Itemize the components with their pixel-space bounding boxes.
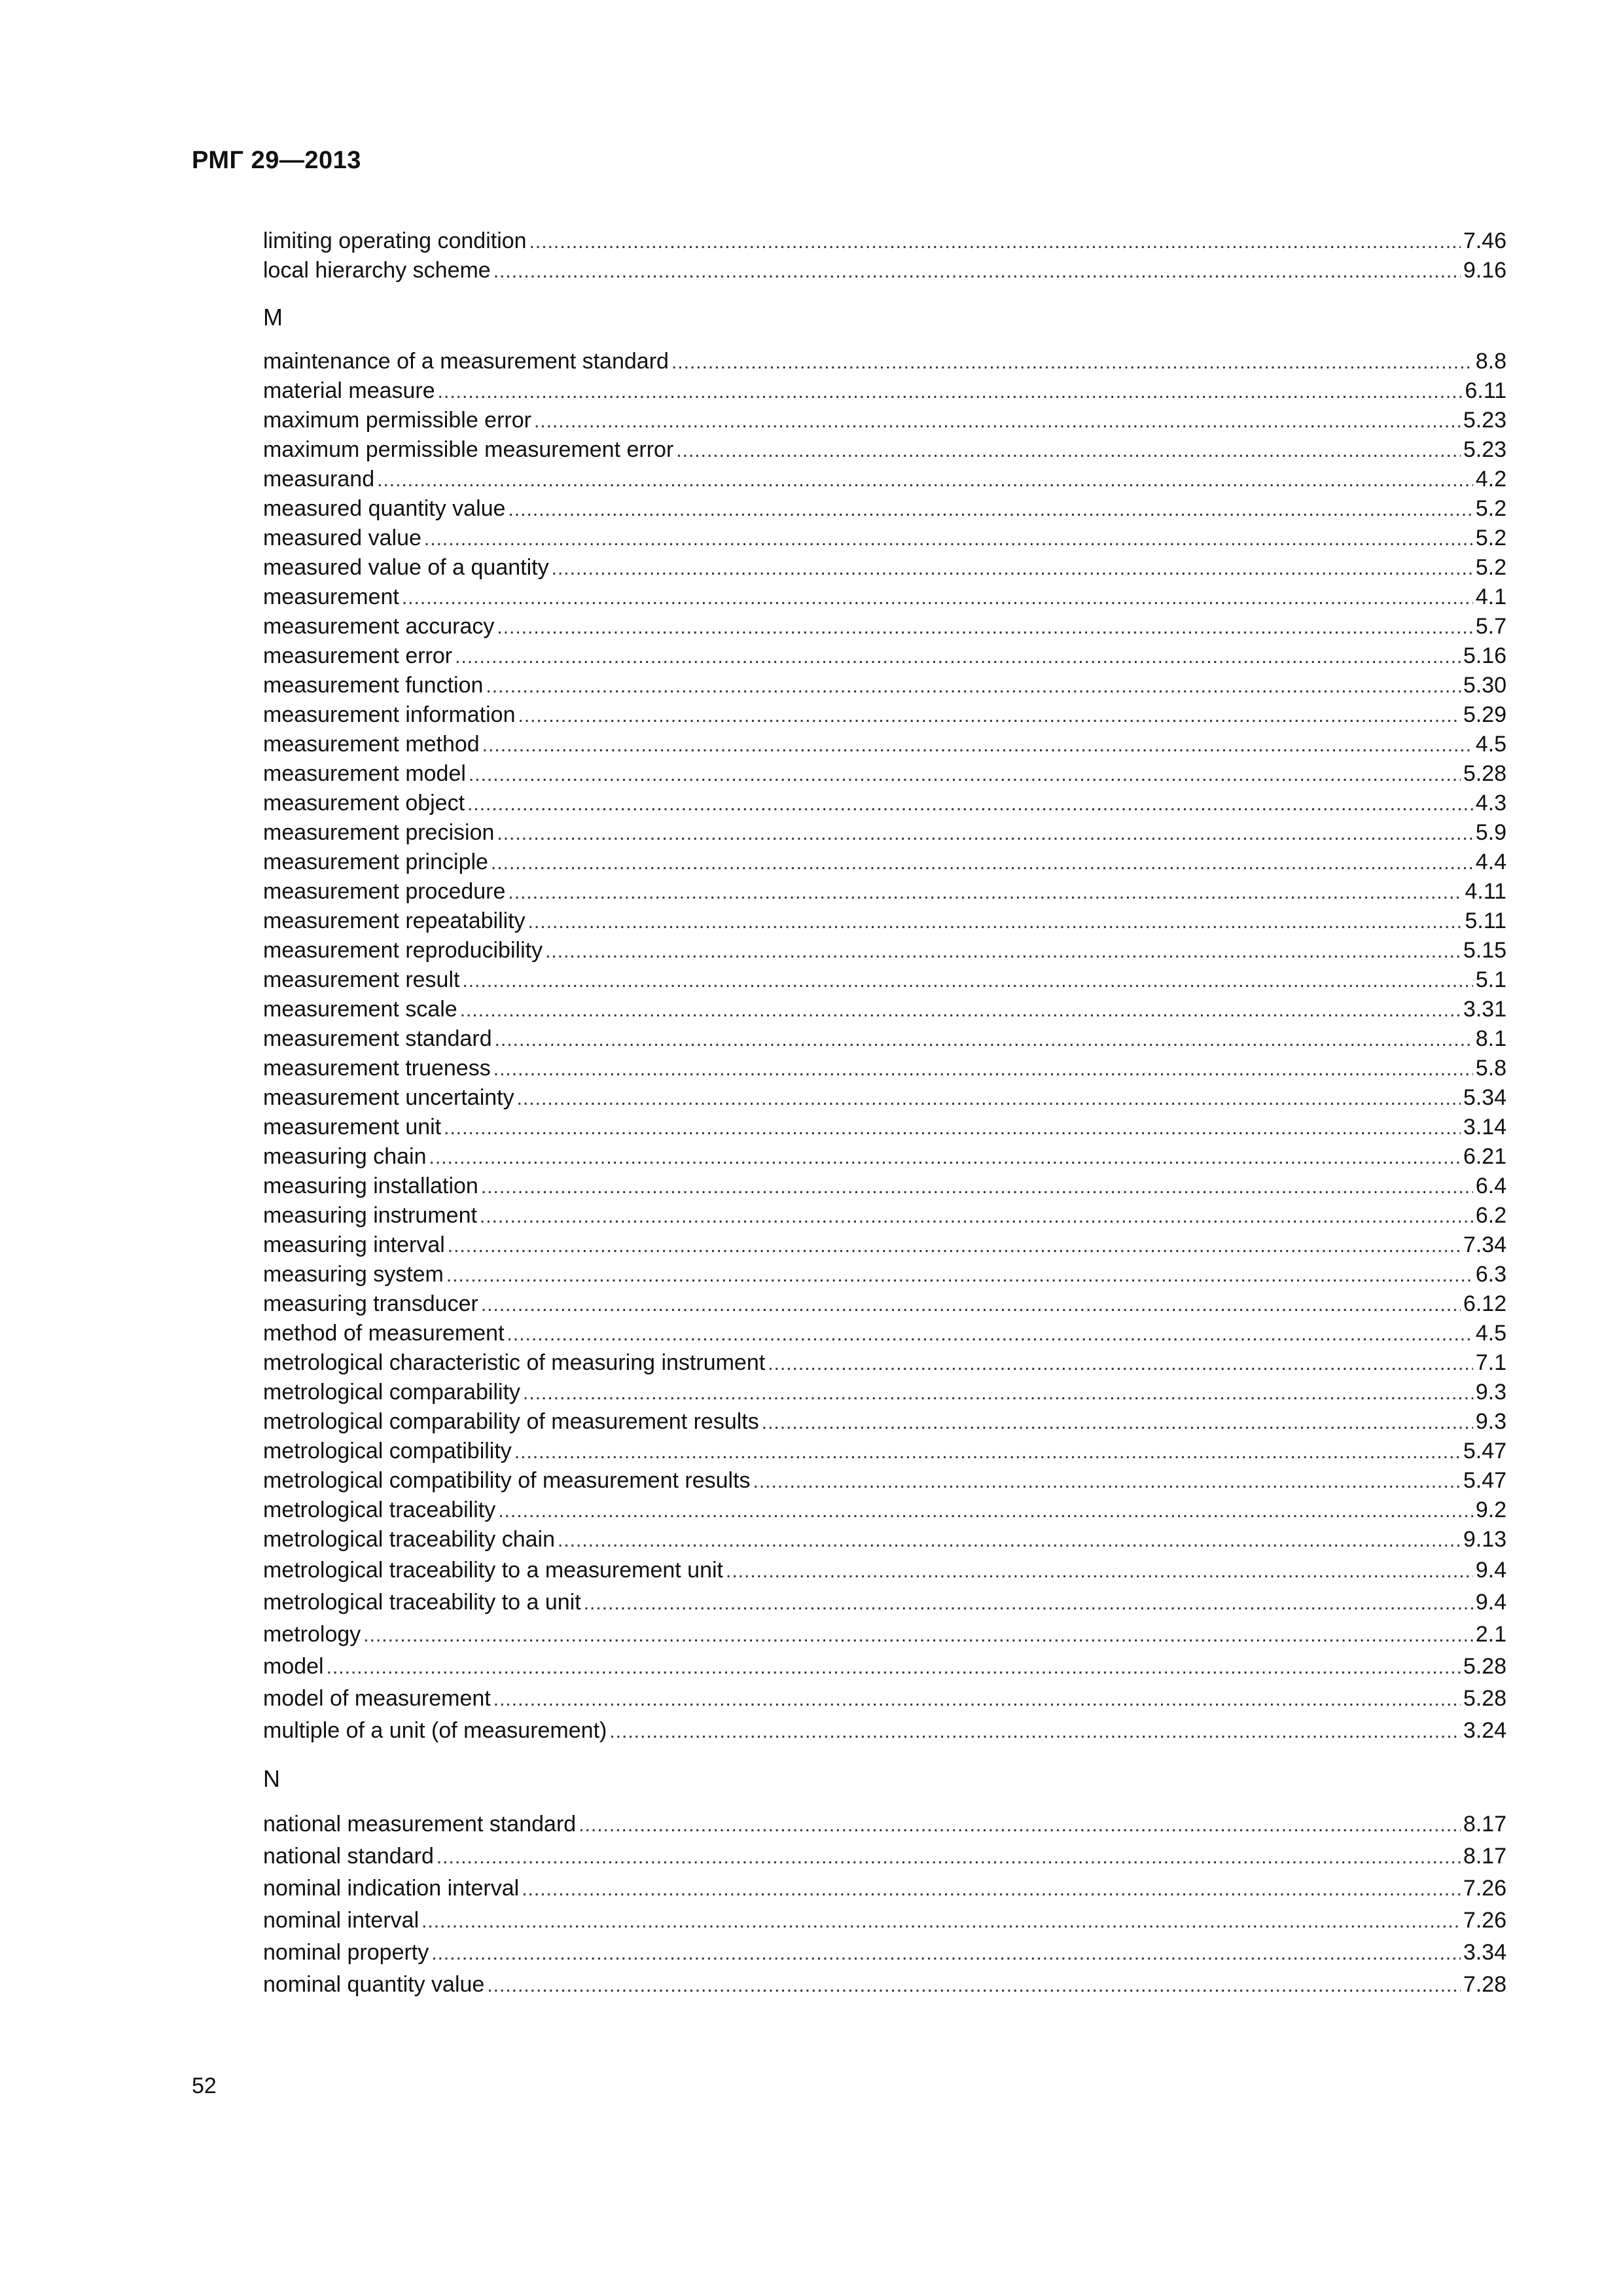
dot-leader <box>768 1349 1473 1378</box>
dot-leader <box>579 1809 1461 1841</box>
index-entry <box>263 671 1507 700</box>
index-reference-number: 7.26 <box>1463 1908 1507 1933</box>
index-entry <box>263 226 1507 256</box>
index-entry <box>263 465 1507 494</box>
index-term: measurement function <box>263 673 484 698</box>
dot-leader <box>497 613 1472 642</box>
index-reference-number: 3.34 <box>1463 1940 1507 1965</box>
dot-leader <box>753 1467 1461 1496</box>
dot-leader <box>462 966 1472 996</box>
index-term: measurement trueness <box>263 1056 491 1081</box>
index-reference-number: 5.1 <box>1475 967 1507 992</box>
dot-leader <box>523 1378 1473 1408</box>
index-entry <box>263 256 1507 285</box>
index-entry <box>263 936 1507 965</box>
index-term: metrological traceability to a measurement unit <box>263 1558 723 1583</box>
dot-leader <box>437 1841 1461 1873</box>
index-entry <box>263 1289 1507 1319</box>
index-reference-number: 5.30 <box>1463 673 1507 698</box>
dot-leader <box>493 1683 1461 1715</box>
dot-leader <box>467 789 1473 819</box>
dot-leader <box>446 1261 1473 1290</box>
index-reference-number: 4.3 <box>1475 791 1507 816</box>
dot-leader <box>517 1084 1461 1113</box>
index-entry <box>263 1808 1507 1840</box>
index-term: measuring instrument <box>263 1203 477 1228</box>
dot-leader <box>438 377 1463 406</box>
index-reference-number: 5.9 <box>1475 820 1507 845</box>
index-term: nominal quantity value <box>263 1972 485 1997</box>
dot-leader <box>609 1715 1460 1748</box>
index-term: model <box>263 1654 324 1679</box>
index-term: metrological comparability of measurement results <box>263 1409 759 1434</box>
term-index <box>263 226 1507 2001</box>
index-reference-number: 5.23 <box>1463 408 1507 433</box>
dot-leader <box>514 1437 1461 1467</box>
index-term: local hierarchy scheme <box>263 258 491 283</box>
index-term: measured quantity value <box>263 496 506 521</box>
index-entry <box>263 1230 1507 1260</box>
index-term: maximum permissible error <box>263 408 531 433</box>
index-term: measuring system <box>263 1262 444 1287</box>
index-entry <box>263 1683 1507 1715</box>
dot-leader <box>402 583 1473 613</box>
index-entry <box>263 1937 1507 1969</box>
dot-leader <box>460 996 1461 1025</box>
dot-leader <box>493 1054 1473 1084</box>
index-term: measurement principle <box>263 850 488 874</box>
index-reference-number: 4.5 <box>1475 732 1507 757</box>
index-reference-number: 9.3 <box>1475 1409 1507 1434</box>
index-term: measurement accuracy <box>263 614 495 639</box>
dot-leader <box>529 227 1461 257</box>
index-reference-number: 5.28 <box>1463 1686 1507 1711</box>
index-reference-number: 4.2 <box>1475 467 1507 492</box>
index-term: measurand <box>263 467 375 492</box>
index-reference-number: 9.2 <box>1475 1498 1507 1522</box>
index-entry <box>263 1083 1507 1113</box>
index-term: measured value of a quantity <box>263 555 549 580</box>
index-term: nominal indication interval <box>263 1876 520 1901</box>
dot-leader <box>528 907 1463 937</box>
dot-leader <box>508 495 1472 524</box>
index-entry <box>263 641 1507 671</box>
index-entry <box>263 995 1507 1024</box>
index-term: metrological traceability chain <box>263 1527 555 1552</box>
index-term: metrology <box>263 1622 361 1647</box>
index-term: measurement standard <box>263 1026 492 1051</box>
index-reference-number: 7.28 <box>1463 1972 1507 1997</box>
index-reference-number: 5.8 <box>1475 1056 1507 1081</box>
index-reference-number: 5.16 <box>1463 643 1507 668</box>
index-entry <box>263 1378 1507 1407</box>
index-term: measuring interval <box>263 1232 445 1257</box>
dot-leader <box>487 1969 1460 2001</box>
index-term: measuring installation <box>263 1174 478 1198</box>
index-entry <box>263 347 1507 376</box>
index-entry <box>263 612 1507 641</box>
index-entry <box>263 1651 1507 1683</box>
index-letter-heading: M <box>263 304 283 331</box>
dot-leader <box>518 701 1461 730</box>
index-entry <box>263 1113 1507 1142</box>
index-entry <box>263 406 1507 435</box>
dot-leader <box>377 465 1473 495</box>
document-header: РМГ 29—2013 <box>192 147 361 174</box>
index-reference-number: 5.34 <box>1463 1085 1507 1110</box>
dot-leader <box>498 1496 1472 1526</box>
index-term: measurement method <box>263 732 480 757</box>
index-entry <box>263 1905 1507 1937</box>
index-term: metrological traceability <box>263 1498 496 1522</box>
dot-leader <box>429 1143 1460 1172</box>
index-term: metrological compatibility of measurement results <box>263 1468 751 1493</box>
index-term: measuring transducer <box>263 1291 478 1316</box>
index-entry <box>263 1873 1507 1905</box>
dot-leader <box>482 730 1473 760</box>
index-entry <box>263 583 1507 612</box>
index-entry <box>263 1554 1507 1587</box>
dot-leader <box>552 554 1473 583</box>
index-reference-number: 5.47 <box>1463 1439 1507 1463</box>
index-letter-heading: N <box>263 1765 280 1792</box>
index-reference-number: 5.28 <box>1463 761 1507 786</box>
dot-leader <box>495 1025 1473 1054</box>
index-reference-number: 9.16 <box>1463 258 1507 283</box>
dot-leader <box>671 348 1473 377</box>
index-reference-number: 4.5 <box>1475 1321 1507 1346</box>
index-term: measured value <box>263 526 421 550</box>
dot-leader <box>486 672 1460 701</box>
index-term: maximum permissible measurement error <box>263 437 674 462</box>
index-term: measurement <box>263 584 399 609</box>
dot-leader <box>508 878 1462 907</box>
index-reference-number: 6.2 <box>1475 1203 1507 1228</box>
index-reference-number: 7.46 <box>1463 228 1507 253</box>
dot-leader <box>327 1651 1461 1683</box>
index-term: maintenance of a measurement standard <box>263 349 669 374</box>
dot-leader <box>491 848 1473 878</box>
index-reference-number: 9.4 <box>1475 1558 1507 1583</box>
index-reference-number: 5.15 <box>1463 938 1507 963</box>
dot-leader <box>545 937 1461 966</box>
index-reference-number: 5.11 <box>1465 908 1507 933</box>
index-reference-number: 5.23 <box>1463 437 1507 462</box>
index-reference-number: 7.34 <box>1463 1232 1507 1257</box>
dot-leader <box>444 1113 1461 1143</box>
index-reference-number: 6.21 <box>1463 1144 1507 1169</box>
dot-leader <box>481 1172 1473 1202</box>
dot-leader <box>480 1202 1473 1231</box>
index-reference-number: 3.31 <box>1463 997 1507 1022</box>
dot-leader <box>448 1231 1461 1261</box>
index-term: metrological traceability to a unit <box>263 1590 581 1615</box>
index-reference-number: 3.24 <box>1463 1718 1507 1743</box>
index-reference-number: 7.1 <box>1475 1350 1507 1375</box>
index-term: measurement error <box>263 643 453 668</box>
index-term: measurement information <box>263 702 516 727</box>
index-reference-number: 8.8 <box>1475 349 1507 374</box>
index-entry <box>263 1348 1507 1378</box>
dot-leader <box>481 1290 1461 1319</box>
index-entry <box>263 1437 1507 1466</box>
dot-leader <box>455 642 1461 672</box>
index-entry <box>263 1319 1507 1348</box>
index-entry <box>263 877 1507 906</box>
index-entry <box>263 789 1507 818</box>
index-reference-number: 5.7 <box>1475 614 1507 639</box>
index-term: measurement repeatability <box>263 908 526 933</box>
index-term: national measurement standard <box>263 1812 577 1837</box>
index-entry <box>263 494 1507 524</box>
dot-leader <box>726 1555 1473 1587</box>
index-term: measurement object <box>263 791 465 816</box>
index-entry <box>263 1496 1507 1525</box>
index-term: measurement scale <box>263 997 457 1022</box>
index-entry <box>263 848 1507 877</box>
index-reference-number: 6.4 <box>1475 1174 1507 1198</box>
index-term: measurement uncertainty <box>263 1085 514 1110</box>
index-term: nominal interval <box>263 1908 419 1933</box>
index-entry <box>263 376 1507 406</box>
index-reference-number: 8.17 <box>1463 1812 1507 1837</box>
index-entry <box>263 1840 1507 1873</box>
dot-leader <box>469 760 1461 789</box>
index-reference-number: 5.2 <box>1475 496 1507 521</box>
dot-leader <box>424 524 1473 554</box>
index-entry <box>263 1525 1507 1554</box>
index-term: method of measurement <box>263 1321 505 1346</box>
index-entry <box>263 553 1507 583</box>
index-term: measurement precision <box>263 820 495 845</box>
index-entry <box>263 524 1507 553</box>
index-reference-number: 6.3 <box>1475 1262 1507 1287</box>
index-reference-number: 4.1 <box>1475 584 1507 609</box>
index-reference-number: 8.17 <box>1463 1844 1507 1869</box>
index-entry <box>263 818 1507 848</box>
index-term: measurement result <box>263 967 460 992</box>
dot-leader <box>762 1408 1473 1437</box>
index-term: measurement reproducibility <box>263 938 543 963</box>
index-reference-number: 6.12 <box>1463 1291 1507 1316</box>
index-reference-number: 9.4 <box>1475 1590 1507 1615</box>
index-term: national standard <box>263 1844 434 1869</box>
index-entry <box>263 1024 1507 1054</box>
index-entry <box>263 759 1507 789</box>
index-entry <box>263 1054 1507 1083</box>
dot-leader <box>507 1319 1473 1349</box>
index-entry <box>263 1969 1507 2001</box>
dot-leader <box>558 1526 1461 1555</box>
index-term: measurement procedure <box>263 879 506 904</box>
page-number: 52 <box>192 2073 217 2098</box>
index-term: measurement model <box>263 761 466 786</box>
index-entry <box>263 730 1507 759</box>
index-term: measuring chain <box>263 1144 427 1169</box>
index-reference-number: 9.13 <box>1463 1527 1507 1552</box>
index-entry <box>263 700 1507 730</box>
index-reference-number: 5.28 <box>1463 1654 1507 1679</box>
index-entry <box>263 1172 1507 1201</box>
index-entry <box>263 965 1507 995</box>
dot-leader <box>421 1905 1461 1937</box>
dot-leader <box>584 1587 1473 1619</box>
index-reference-number: 5.47 <box>1463 1468 1507 1493</box>
index-entry <box>263 1260 1507 1289</box>
index-reference-number: 5.2 <box>1475 555 1507 580</box>
dot-leader <box>676 436 1461 465</box>
index-reference-number: 4.4 <box>1475 850 1507 874</box>
index-entry <box>263 1142 1507 1172</box>
index-term: multiple of a unit (of measurement) <box>263 1718 607 1743</box>
index-term: model of measurement <box>263 1686 491 1711</box>
index-reference-number: 6.11 <box>1465 378 1507 403</box>
index-reference-number: 3.14 <box>1463 1115 1507 1139</box>
index-reference-number: 4.11 <box>1465 879 1507 904</box>
dot-leader <box>493 257 1461 286</box>
index-entry <box>263 906 1507 936</box>
dot-leader <box>363 1619 1472 1651</box>
dot-leader <box>534 406 1461 436</box>
index-term: nominal property <box>263 1940 429 1965</box>
index-term: limiting operating condition <box>263 228 527 253</box>
dot-leader <box>522 1873 1461 1905</box>
index-reference-number: 7.26 <box>1463 1876 1507 1901</box>
index-term: metrological characteristic of measuring instrument <box>263 1350 766 1375</box>
index-term: measurement unit <box>263 1115 442 1139</box>
index-reference-number: 5.29 <box>1463 702 1507 727</box>
index-entry <box>263 1587 1507 1619</box>
index-entry <box>263 1407 1507 1437</box>
dot-leader <box>497 819 1472 848</box>
index-term: metrological comparability <box>263 1380 521 1405</box>
index-entry <box>263 1201 1507 1230</box>
index-reference-number: 8.1 <box>1475 1026 1507 1051</box>
index-entry <box>263 435 1507 465</box>
index-entry <box>263 1466 1507 1496</box>
dot-leader <box>431 1937 1461 1969</box>
index-entry <box>263 1619 1507 1651</box>
index-term: metrological compatibility <box>263 1439 512 1463</box>
index-term: material measure <box>263 378 435 403</box>
index-entry <box>263 1715 1507 1747</box>
index-reference-number: 5.2 <box>1475 526 1507 550</box>
index-reference-number: 9.3 <box>1475 1380 1507 1405</box>
index-reference-number: 2.1 <box>1475 1622 1507 1647</box>
